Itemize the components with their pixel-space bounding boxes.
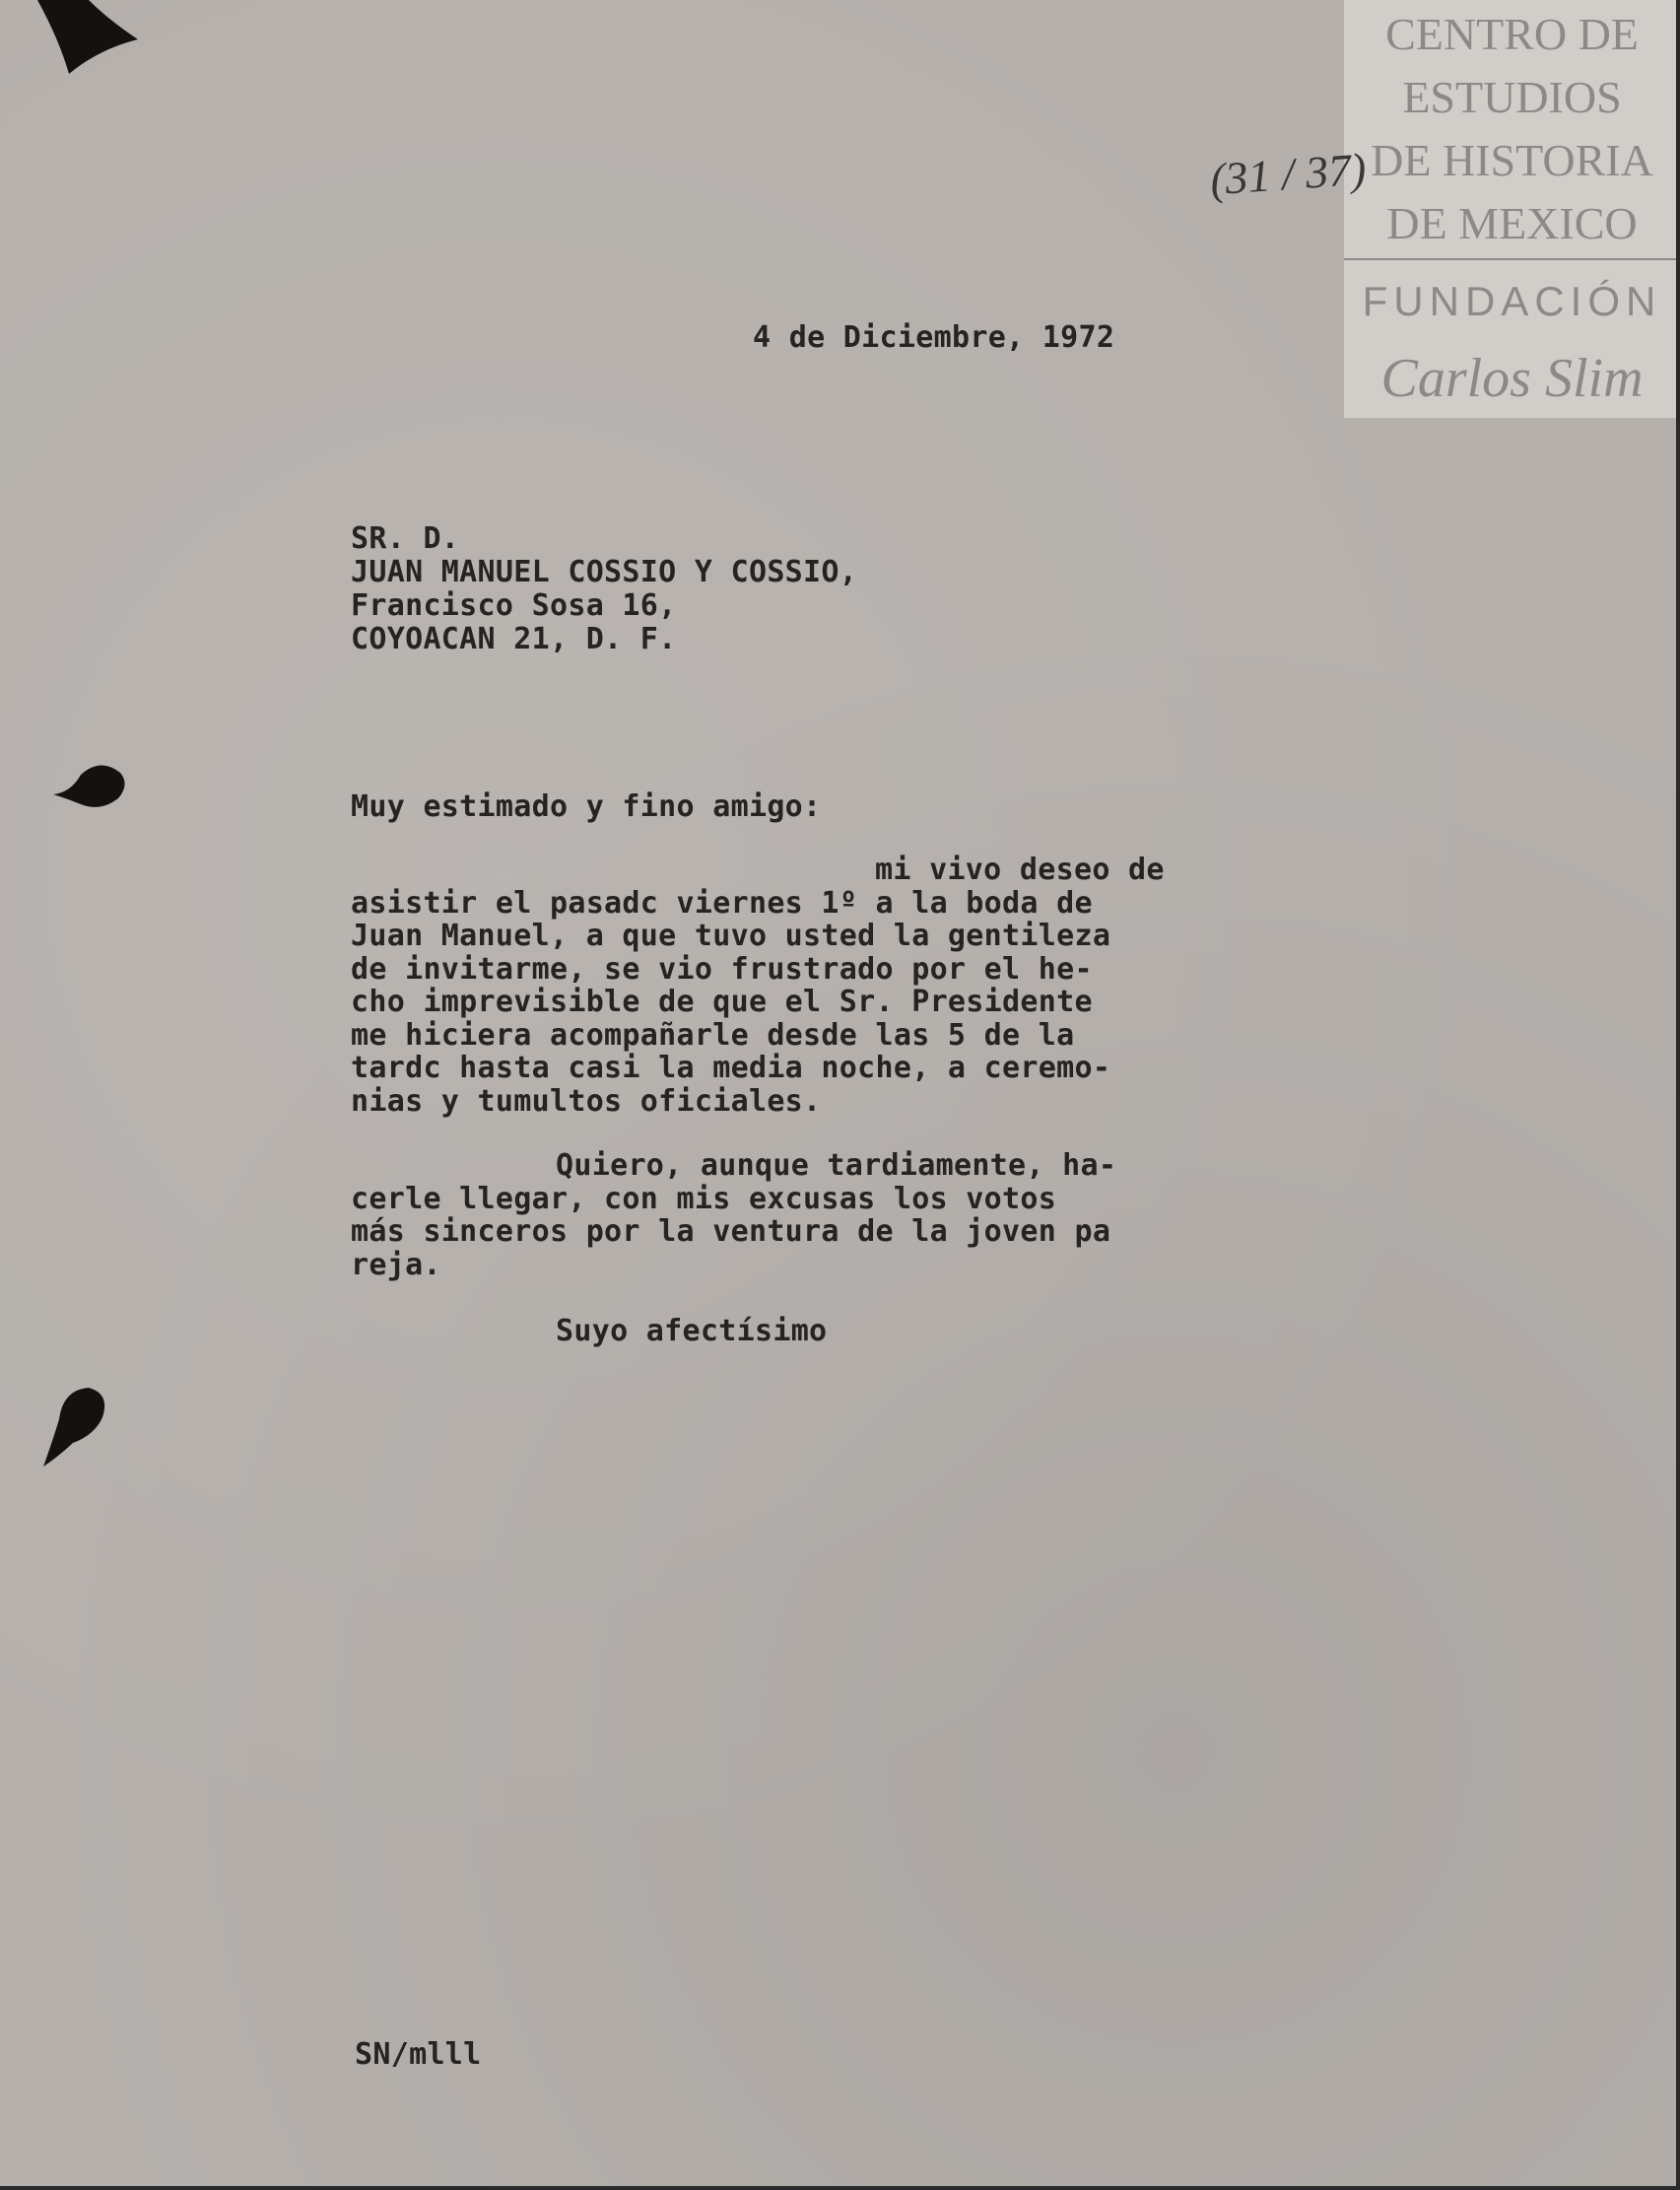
paragraph-2-line: reja. — [351, 1248, 441, 1282]
paragraph-1-line: nias y tumultos oficiales. — [351, 1084, 822, 1119]
scan-edge — [0, 2186, 1680, 2190]
corner-tear-mark — [30, 0, 138, 79]
punch-hole-mark — [51, 755, 130, 814]
paragraph-2-line: cerle llegar, con mis excusas los votos — [351, 1182, 1057, 1216]
paragraph-1-line: Juan Manuel, a que tuvo usted la gentileza — [351, 919, 1111, 953]
stamp-line: DE MEXICO — [1386, 198, 1638, 248]
archive-stamp — [1344, 0, 1680, 418]
stamp-line: ESTUDIOS — [1402, 72, 1622, 122]
recipient-name: JUAN MANUEL COSSIO Y COSSIO, — [351, 555, 858, 589]
paragraph-2-line: más sinceros por la ventura de la joven pa — [351, 1214, 1111, 1249]
paragraph-1-line: me hiciera acompañarle desde las 5 de la — [351, 1018, 1075, 1053]
typist-initials: SN/mlll — [355, 2037, 482, 2072]
paragraph-1-line: asistir el pasadc viernes 1º a la boda de — [351, 886, 1093, 921]
paragraph-2-line: Quiero, aunque tardiamente, ha- — [556, 1148, 1117, 1183]
stamp-line: CENTRO DE — [1385, 9, 1639, 59]
recipient-street: Francisco Sosa 16, — [351, 588, 677, 623]
greeting: Muy estimado y fino amigo: — [351, 789, 822, 824]
recipient-title: SR. D. — [351, 521, 460, 556]
letter-date: 4 de Diciembre, 1972 — [753, 320, 1115, 355]
archive-reference: (31 / 37) — [1208, 143, 1369, 205]
paragraph-1-line: tardc hasta casi la media noche, a ceremo- — [351, 1051, 1111, 1085]
stamp-signature: Carlos Slim — [1380, 348, 1644, 409]
paragraph-1-line: cho imprevisible de que el Sr. Presidente — [351, 985, 1093, 1019]
stamp-line: FUNDACIÓN — [1362, 278, 1662, 324]
stamp-divider — [1344, 258, 1680, 260]
paragraph-1-line: mi vivo deseo de — [875, 853, 1165, 887]
punch-hole-mark — [34, 1380, 112, 1469]
paragraph-1-line: de invitarme, se vio frustrado por el he- — [351, 952, 1093, 987]
stamp-line: DE HISTORIA — [1371, 135, 1653, 185]
scan-edge — [1676, 0, 1680, 2190]
closing: Suyo afectísimo — [556, 1314, 828, 1348]
recipient-city: COYOACAN 21, D. F. — [351, 622, 677, 656]
